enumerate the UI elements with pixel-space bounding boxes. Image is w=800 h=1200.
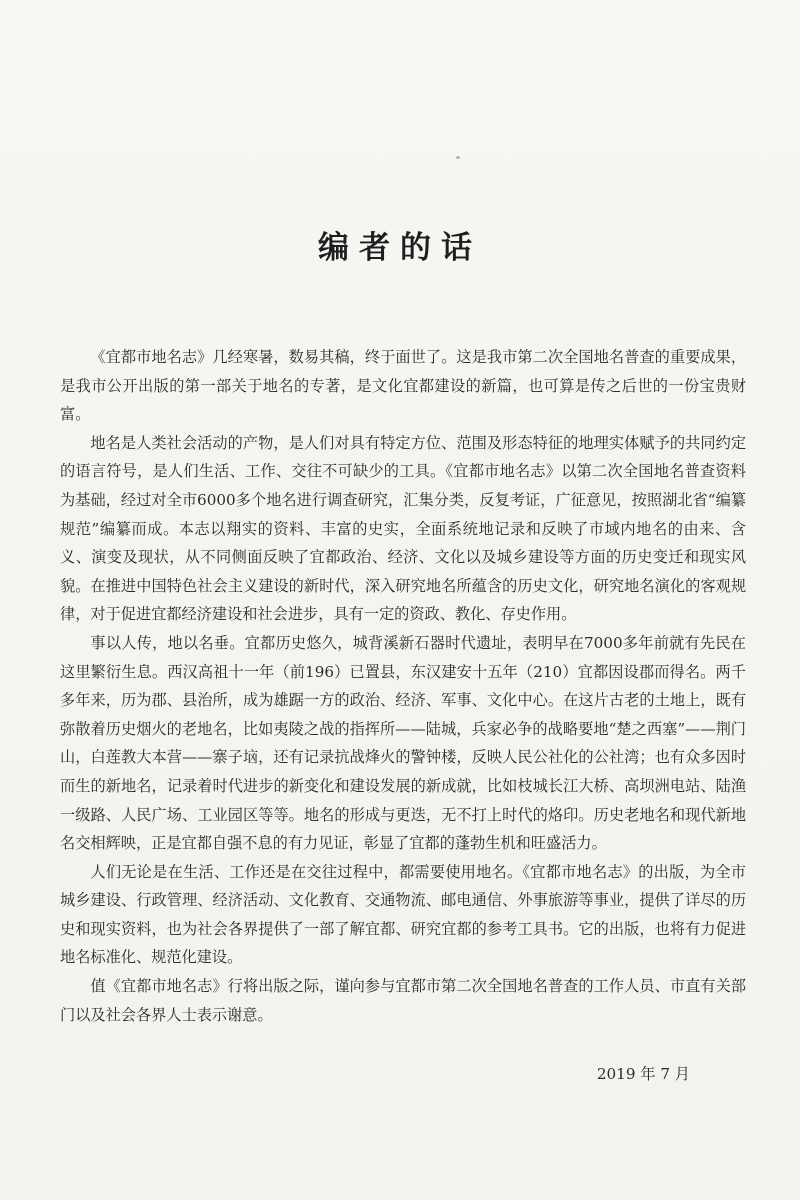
body-text — [60, 343, 746, 1029]
page-title: 编者的话 — [318, 230, 482, 266]
signature-date: 2019 年 7 月 — [596, 1065, 690, 1083]
paragraph-5: 值《宜都市地名志》行将出版之际，谨向参与宜都市第二次全国地名普查的工作人员、市直有关部门以及社会各界人士表示谢意。 — [60, 977, 746, 1024]
paragraph-3: 事以人传，地以名垂。宜都历史悠久，城背溪新石器时代遗址，表明早在7000多年前就有先民在这里繁衍生息。西汉高祖十一年（前196）已置县，东汉建安十五年（210）宜都因设郡而得名。两千多年来，历为郡、县治所，成为雄踞一方的政治、经济、军事、文化中心。在这片古老的土地上，既有弥散着历史烟火的老地名，比如夷陵之战的指挥所——陆城，兵家必争的战略要地“楚之西塞”——荆门山，白莲教大本营——寨子垴，还有记录抗战烽火的警钟楼，反映人民公社化的公社湾；也有众多因时而生的新地名，记录着时代进步的新变化和建设发展的新成就，比如枝城长江大桥、高坝洲电站、陆渔一级路、人民广场、工业园区等等。地名的形成与更迭，无不打上时代的烙印。历史老地名和现代新地名交相辉映，正是宜都自强不息的有力见证，彰显了宜都的蓬勃生机和旺盛活力。 — [60, 633, 746, 853]
paragraph-2: 地名是人类社会活动的产物，是人们对具有特定方位、范围及形态特征的地理实体赋予的共同约定的语言符号，是人们生活、工作、交往不可缺少的工具。《宜都市地名志》以第二次全国地名普查资料为基础，经过对全市6000多个地名进行调查研究，汇集分类，反复考证，广征意见，按照湖北省“编纂规范”编纂而成。本志以翔实的资料、丰富的史实，全面系统地记录和反映了市域内地名的由来、含义、演变及现状，从不同侧面反映了宜都政治、经济、文化以及城乡建设等方面的历史变迁和现实风貌。在推进中国特色社会主义建设的新时代，深入研究地名所蕴含的历史文化，研究地名演化的客观规律，对于促进宜都经济建设和社会进步，具有一定的资政、教化、存史作用。 — [60, 433, 746, 624]
ink-speck — [456, 156, 460, 159]
paragraph-4: 人们无论是在生活、工作还是在交往过程中，都需要使用地名。《宜都市地名志》的出版，为全市城乡建设、行政管理、经济活动、文化教育、交通物流、邮电通信、外事旅游等事业，提供了详尽的历史和现实资料，也为社会各界提供了一部了解宜都、研究宜都的参考工具书。它的出版，也将有力促进地名标准化、规范化建设。 — [60, 862, 746, 967]
paragraph-1: 《宜都市地名志》几经寒暑，数易其稿，终于面世了。这是我市第二次全国地名普查的重要成果，是我市公开出版的第一部关于地名的专著，是文化宜都建设的新篇，也可算是传之后世的一份宝贵财富。 — [60, 348, 746, 424]
